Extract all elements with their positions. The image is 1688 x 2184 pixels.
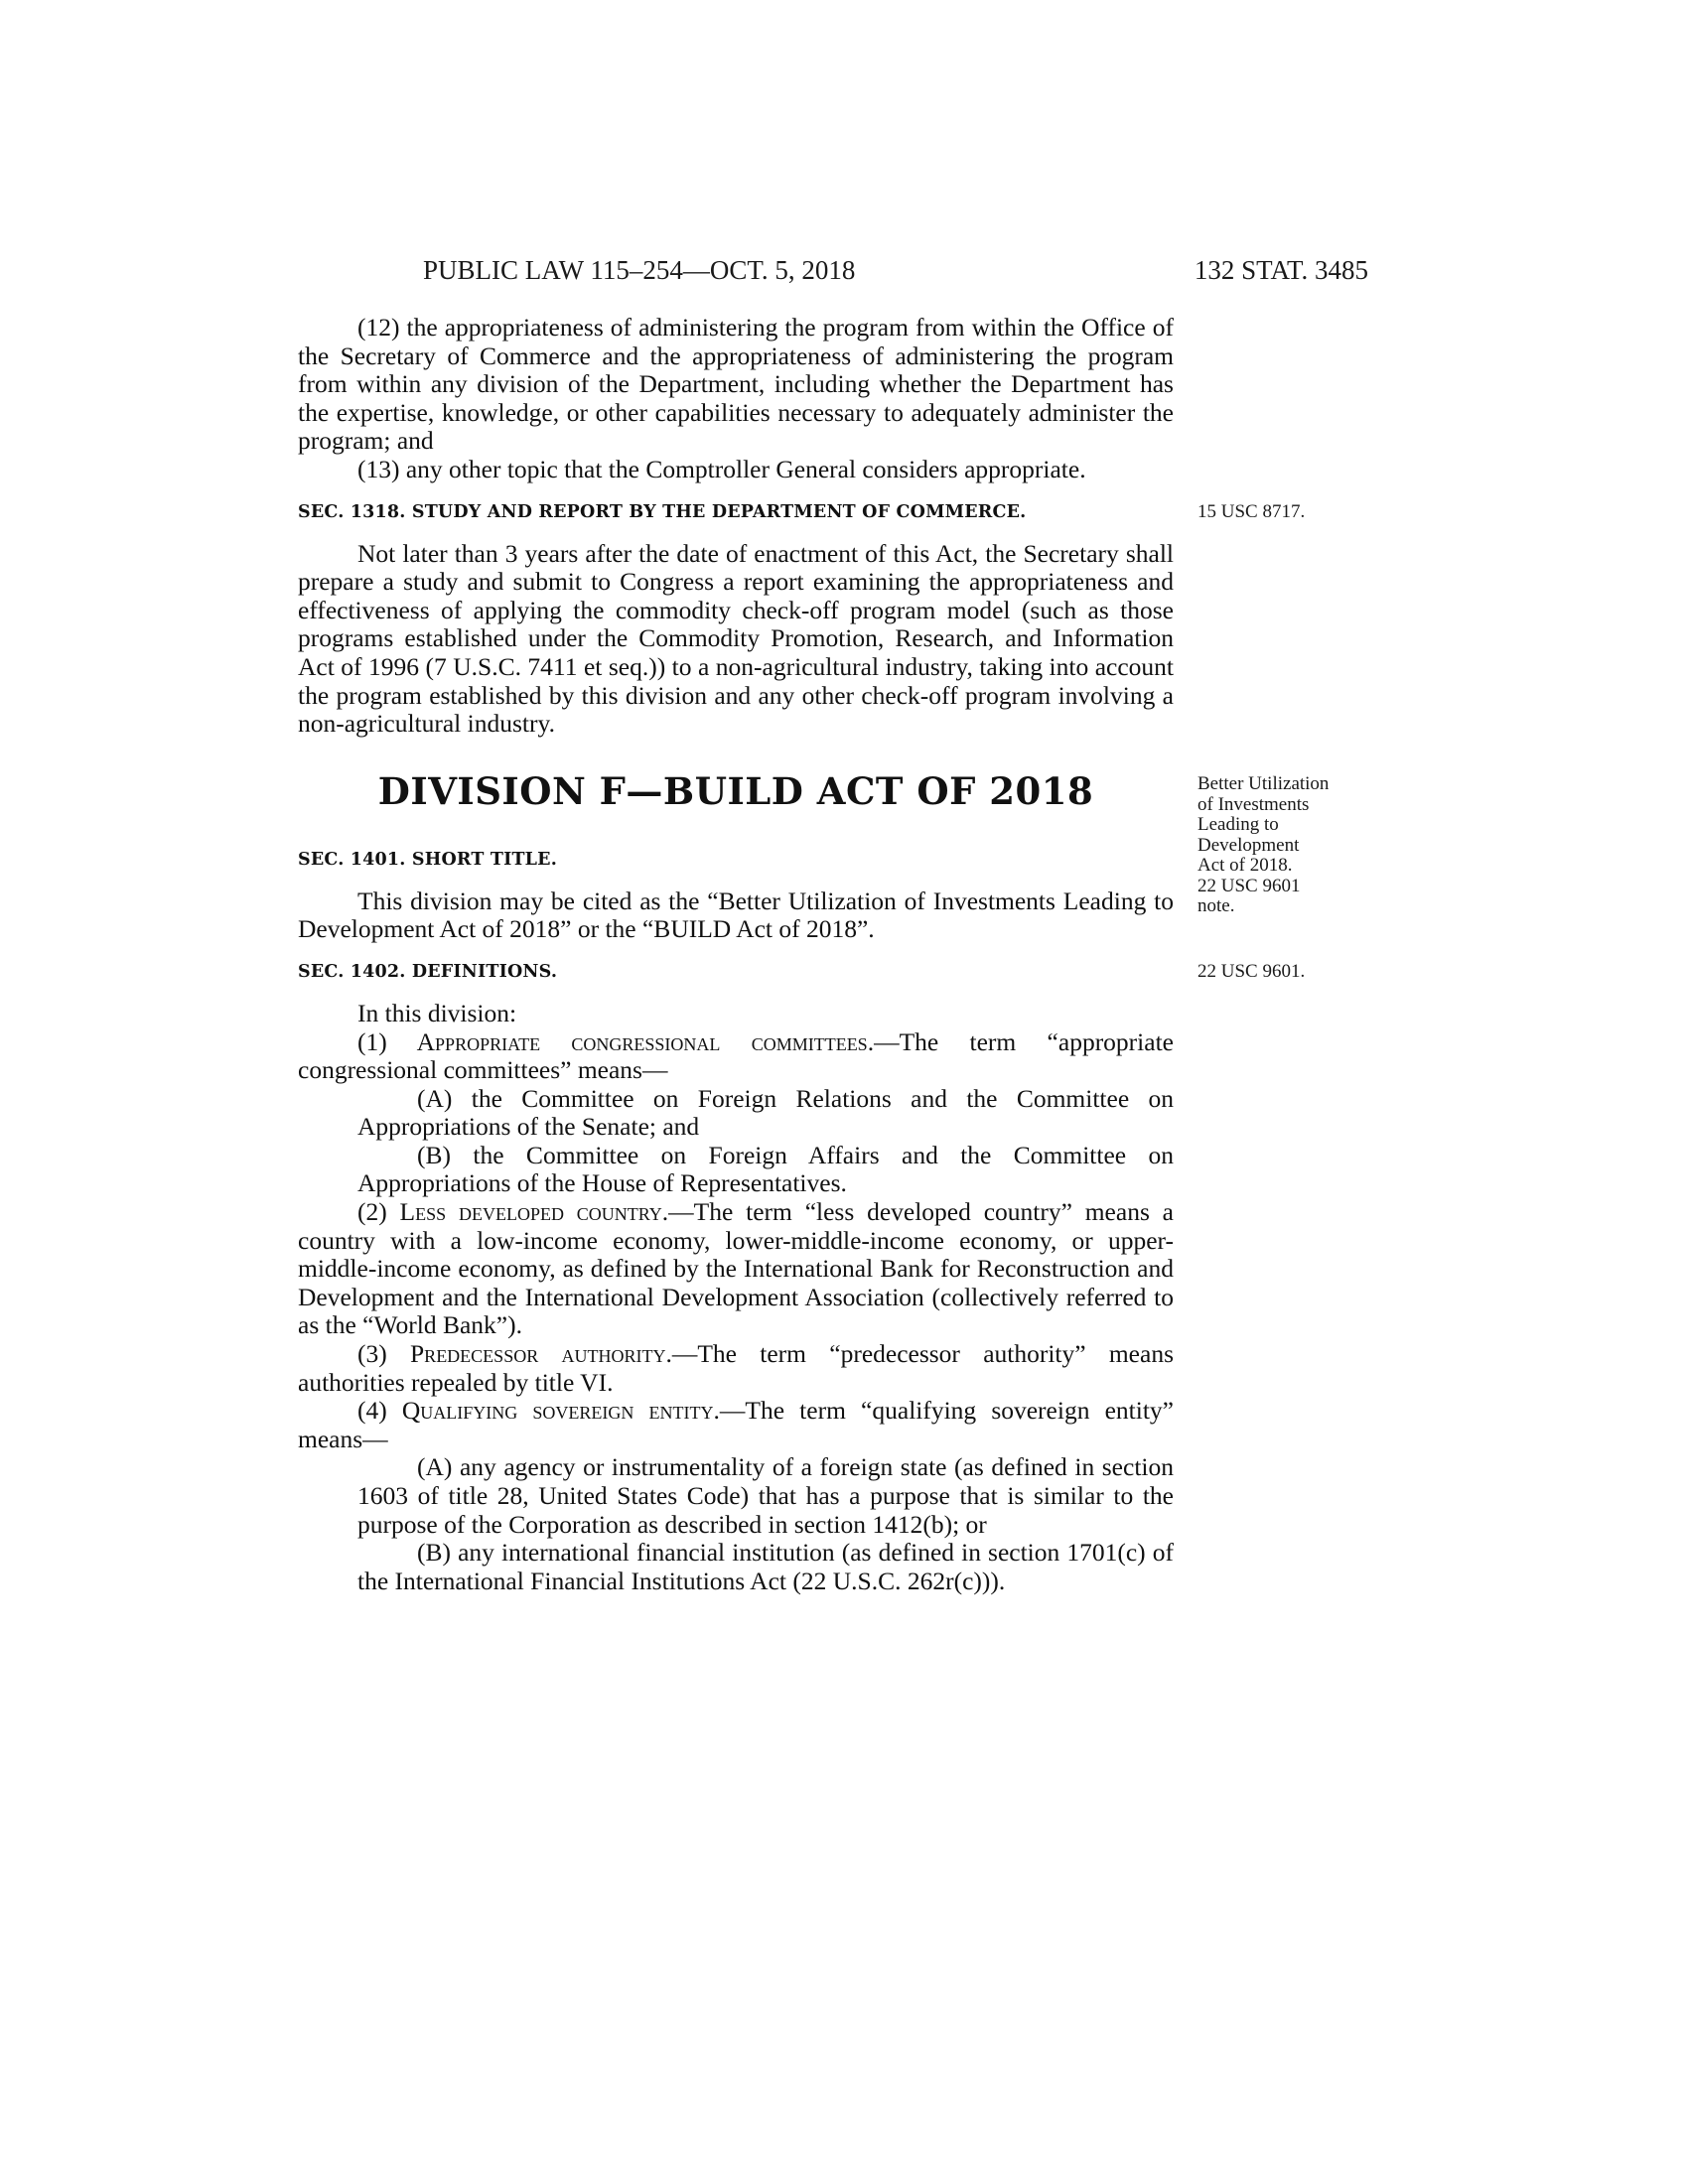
definition-3 [298, 1340, 1174, 1397]
paragraph-12: (12) the appropriateness of administering the program from within the Office of the Secretary of Commerce and the appropriateness of administering the program from within any division of the Department, including whether the Department has the expertise, knowledge, or other capabilities necessary to adequately administer the program; and [298, 313, 1174, 456]
definition-1-a: (A) the Committee on Foreign Relations and the Committee on Appropriations of the Senate; and [357, 1083, 1174, 1142]
definition-3-term: (3) Predecessor authority. [357, 1339, 672, 1369]
definition-4 [298, 1397, 1174, 1453]
definition-1-text: —The term “appropriate congressional committees” means— [298, 1026, 1174, 1085]
definition-3-text: —The term “predecessor authority” means authorities repealed by title VI. [298, 1339, 1174, 1397]
main-text-column [298, 314, 1174, 1595]
margin-note-division-line: Act of 2018. [1197, 855, 1293, 876]
definition-1-b: (B) the Committee on Foreign Affairs and the Committee on Appropriations of the House of Representatives. [357, 1140, 1174, 1198]
margin-note-division-line: Better Utilization [1197, 773, 1330, 794]
margin-note-section-1318-text: 15 USC 8717. [1197, 501, 1306, 522]
section-1402-intro: In this division: [357, 998, 517, 1027]
margin-note-division-line: Leading to [1197, 814, 1279, 835]
definition-2-text: —The term “less developed country” means a country with a low-income economy, lower-middle-income economy, or upper-middle-income economy, as defined by the International Bank for Reconstruction and Development and the International Development Association (collectively referred to as the “World Bank”). [298, 1197, 1175, 1340]
definition-4-term: (4) Qualifying sovereign entity. [357, 1396, 720, 1426]
margin-note-division-line: note. [1197, 895, 1235, 916]
section-1401-text: This division may be cited as the “Better Utilization of Investments Leading to Development Act of 2018” or the “BUILD Act of 2018”. [298, 886, 1174, 944]
margin-note-division-line: of Investments [1197, 793, 1310, 815]
definition-4-b: (B) any international financial institution (as defined in section 1701(c) of the International Financial Institutions Act (22 U.S.C. 262r(c))). [357, 1538, 1174, 1595]
paragraph-13: (13) any other topic that the Comptroller General considers appropriate. [357, 454, 1086, 483]
section-1318-heading: SEC. 1318. STUDY AND REPORT BY THE DEPARTMENT OF COMMERCE. [298, 501, 1027, 522]
running-head [423, 252, 1368, 288]
definition-2 [298, 1198, 1174, 1340]
definition-1-term: (1) Appropriate congressional committees. [357, 1026, 875, 1056]
section-1318-text: Not later than 3 years after the date of enactment of this Act, the Secretary shall prepare a study and submit to Congress a report examining the appropriateness and effectiveness of applying the commodity check-off program model (such as those programs established under the Commodity Promotion, Research, and Information Act of 1996 (7 U.S.C. 7411 et seq.)) to a non-agricultural industry, taking into account the program established by this division and any other check-off program involving a non-agricultural industry. [298, 538, 1174, 739]
section-1402-heading: SEC. 1402. DEFINITIONS. [298, 961, 558, 982]
running-head-title: PUBLIC LAW 115–254—OCT. 5, 2018 [423, 255, 856, 285]
section-1401-heading: SEC. 1401. SHORT TITLE. [298, 849, 558, 870]
margin-note-division-line: 22 USC 9601 [1197, 875, 1301, 896]
definition-2-term: (2) Less developed country. [357, 1197, 669, 1227]
page-number: 132 STAT. 3485 [1194, 255, 1368, 285]
margin-note-division-line: Development [1197, 834, 1300, 856]
definition-1 [298, 1028, 1174, 1085]
margin-note-section-1402-text: 22 USC 9601. [1197, 961, 1306, 982]
definition-4-a: (A) any agency or instrumentality of a foreign state (as defined in section 1603 of title 28, United States Code) that has a purpose that is similar to the purpose of the Corporation as described in section 1412(b); or [357, 1452, 1174, 1539]
margin-note-section-1318 [1197, 502, 1386, 523]
margin-note-section-1402 [1197, 962, 1386, 983]
division-title: DIVISION F—BUILD ACT OF 2018 [377, 768, 1094, 813]
margin-note-division [1197, 774, 1386, 917]
definition-4-text: —The term “qualifying sovereign entity” means— [298, 1396, 1174, 1453]
